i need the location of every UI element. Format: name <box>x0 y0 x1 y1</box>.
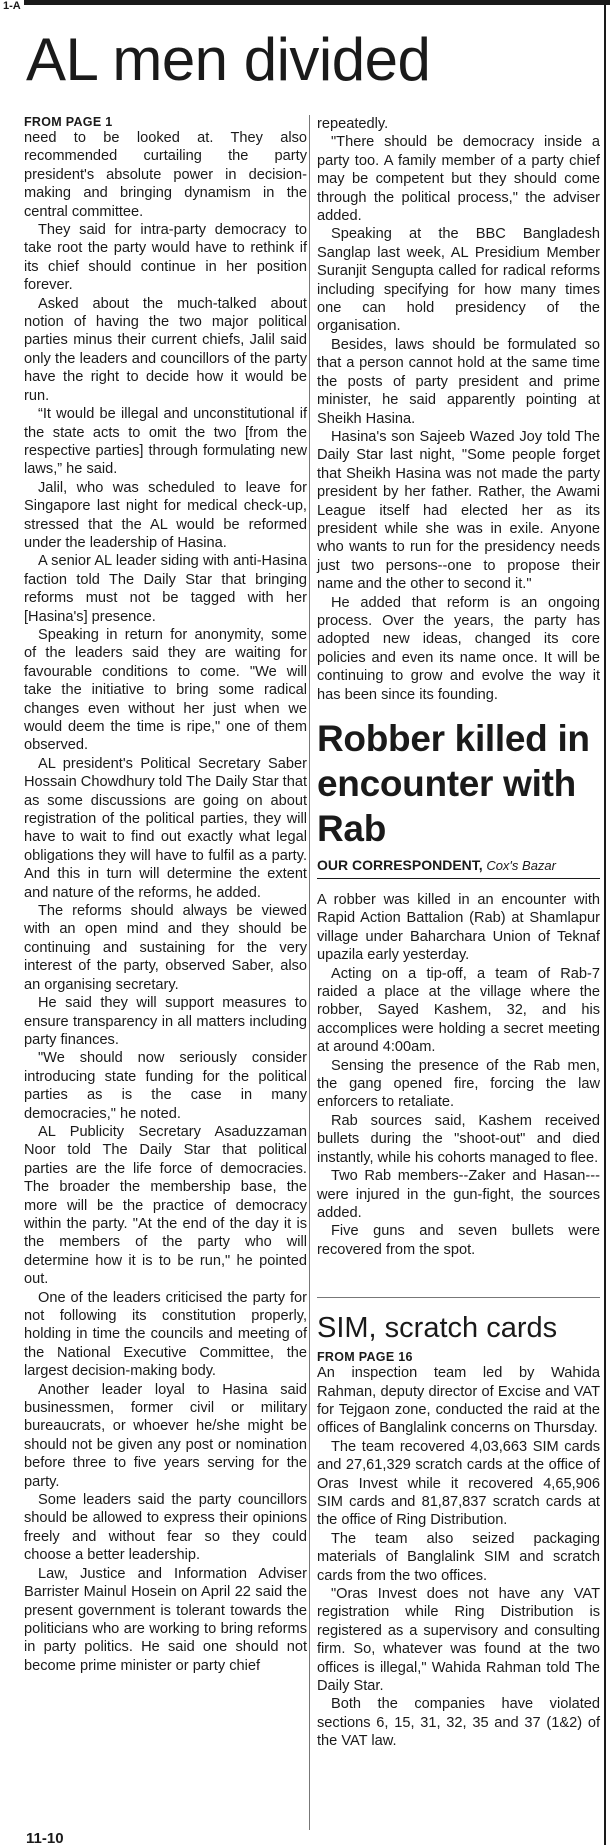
jump-label-page16: FROM PAGE 16 <box>317 1350 413 1365</box>
body-paragraph: Sensing the presence of the Rab men, the gang opened fire, forcing the law enforcers to retaliate. <box>317 1057 600 1111</box>
body-paragraph: Jalil, who was scheduled to leave for Singapore last night for medical check-up, stressed that the AL would be reformed under the leadership of Hasina. <box>24 479 307 551</box>
body-paragraph: repeatedly. <box>317 116 389 132</box>
robber-headline: Robber killed in encounter with Rab <box>317 718 590 849</box>
body-paragraph: "We should now seriously consider introducing state funding for the political parties as is the case in many democracies," he noted. <box>24 1050 307 1122</box>
byline <box>317 857 600 879</box>
body-paragraph: Asked about the much-talked about notion of having the two major political parties minus their current chiefs, Jalil said only the leaders and councillors of the party have the right to decide how it would be run. <box>24 295 307 404</box>
body-paragraph: "There should be democracy inside a party too. A family member of a party chief may be competent but they should come through the political process," the adviser added. <box>317 134 600 225</box>
body-paragraph: Two Rab members--Zaker and Hasan---were injured in the gun-fight, the sources added. <box>317 1168 600 1221</box>
body-paragraph: Acting on a tip-off, a team of Rab-7 raided a place at the village where the robber, Sayed Kashem, 32, and his accomplices were holding a secret meeting at around 4:00am. <box>317 965 600 1056</box>
body-paragraph: He added that reform is an ongoing process. Over the years, the party has adopted new ideas, changed its core policies and even its name once. It will be continuing to grow and evolve the way it has been since its founding. <box>317 594 600 703</box>
body-paragraph: A senior AL leader siding with anti-Hasina faction told The Daily Star that bringing reforms must not be tagged with her [Hasina's] presence. <box>24 553 307 625</box>
top-rule <box>0 0 610 5</box>
body-paragraph: “It would be illegal and unconstitutional if the state acts to omit the two [from the respective parties] through formulating new laws,” he said. <box>24 406 307 478</box>
body-paragraph: need to be looked at. They also recommended curtailing the party president's absolute power in decision-making and bringing dynamism in the central committee. <box>24 130 307 220</box>
column-divider <box>309 115 310 1830</box>
body-paragraph: Another leader loyal to Hasina said businessmen, former civil or military bureaucrats, or whoever he/she might be should not be given any post or nomination before three to five years serving for the party. <box>24 1381 307 1490</box>
byline-author: OUR CORRESPONDENT, <box>317 857 483 873</box>
sim-headline: SIM, scratch cards <box>317 1297 600 1345</box>
body-paragraph: They said for intra-party democracy to take root the party would have to rethink if its chief should continue in her position forever. <box>24 222 307 294</box>
body-paragraph: One of the leaders criticised the party for not following its constitution properly, holding in time the councils and meeting of the National Executive Committee, the largest decision-making body. <box>24 1289 307 1380</box>
top-fragment: 1-A <box>0 0 24 12</box>
body-paragraph: Besides, laws should be formulated so that a person cannot hold at the same time the posts of party president and prime minister, he said apparently pointing at Sheikh Hasina. <box>317 336 600 427</box>
body-paragraph: Law, Justice and Information Adviser Barrister Mainul Hosein on April 22 said the present government is tolerant towards the politicians who are working to bring reforms in party politics. He said one should not become prime minister or party chief <box>24 1565 307 1674</box>
body-paragraph: Both the companies have violated sections 6, 15, 31, 32, 35 and 37 (1&2) of the VAT law. <box>317 1696 600 1750</box>
body-paragraph: He said they will support measures to ensure transparency in all matters including party finances. <box>24 995 307 1048</box>
body-paragraph: An inspection team led by Wahida Rahman, deputy director of Excise and VAT for Tejgaon zone, conducted the raid at the offices of Banglalink concerns on Thursday. <box>317 1365 600 1437</box>
bottom-fragment: 11-10 <box>26 1830 64 1845</box>
main-headline: AL men divided <box>26 26 431 93</box>
byline-place: Cox's Bazar <box>486 858 556 873</box>
body-paragraph: Some leaders said the party councillors should be allowed to express their opinions freely and without fear so they could choose a better leadership. <box>24 1492 307 1564</box>
body-paragraph: The team recovered 4,03,663 SIM cards and 27,61,329 scratch cards at the office of Oras Invest while it recovered 4,65,906 SIM cards and 81,87,837 scratch cards at the office of Ring Distribution. <box>317 1438 600 1529</box>
robber-story-body <box>317 891 600 1259</box>
body-paragraph: Speaking at the BBC Bangladesh Sanglap last week, AL Presidium Member Suranjit Sengupta called for radical reforms including specifying for how many times one can hold presidency of the organisation. <box>317 226 600 335</box>
body-paragraph: A robber was killed in an encounter with Rapid Action Battalion (Rab) at Shamlapur village under Baharchara Union of Teknaf upazila early yesterday. <box>317 892 600 964</box>
body-paragraph: Rab sources said, Kashem received bullets during the "shoot-out" and died instantly, while his cohorts managed to flee. <box>317 1112 600 1166</box>
right-column-edge <box>604 0 606 1845</box>
body-paragraph: AL president's Political Secretary Saber Hossain Chowdhury told The Daily Star that as some discussions are going on about registration of the political parties, they will have to wait to find out exactly what legal obligations they will have to fulfil as a party. And this in turn will determine the extent and nature of the reforms, he added. <box>24 755 307 901</box>
body-paragraph: AL Publicity Secretary Asaduzzaman Noor told The Daily Star that political parties are the life force of democracies. The broader the membership base, the more will be the practice of democracy within the party. "At the end of the day it is the members of the party who will determine how it is to be run," he pointed out. <box>24 1123 307 1288</box>
body-paragraph: The team also seized packaging materials of Banglalink SIM and scratch cards from the two offices. <box>317 1530 600 1584</box>
body-paragraph: Speaking in return for anonymity, some of the leaders said they are waiting for favourable conditions to come. "We will take the initiative to bring some radical changes even without her just when we would deem the time is ripe," one of them observed. <box>24 626 307 754</box>
body-paragraph: "Oras Invest does not have any VAT registration while Ring Distribution is registered as a supervisory and consulting firm. So, whatever was found at the two offices is illegal," Wahida Rahman told The Daily Star. <box>317 1586 600 1695</box>
left-column <box>24 115 307 1675</box>
body-paragraph: Five guns and seven bullets were recovered from the spot. <box>317 1223 600 1258</box>
body-paragraph: The reforms should always be viewed with an open mind and they should be continuing and sustaining for the very interest of the party, observed Saber, also an organising secretary. <box>24 903 307 993</box>
body-paragraph: Hasina's son Sajeeb Wazed Joy told The Daily Star last night, "Some people forget that Sheikh Hasina was not made the party president by her father. Rather, the Awami League itself had elected her as its president while she was in exile. Anyone who wants to run for the presidency needs just two persons--one to propose their name and the other to second it." <box>317 428 600 593</box>
jump-label-page1: FROM PAGE 1 <box>24 115 113 129</box>
right-column <box>317 115 600 1751</box>
